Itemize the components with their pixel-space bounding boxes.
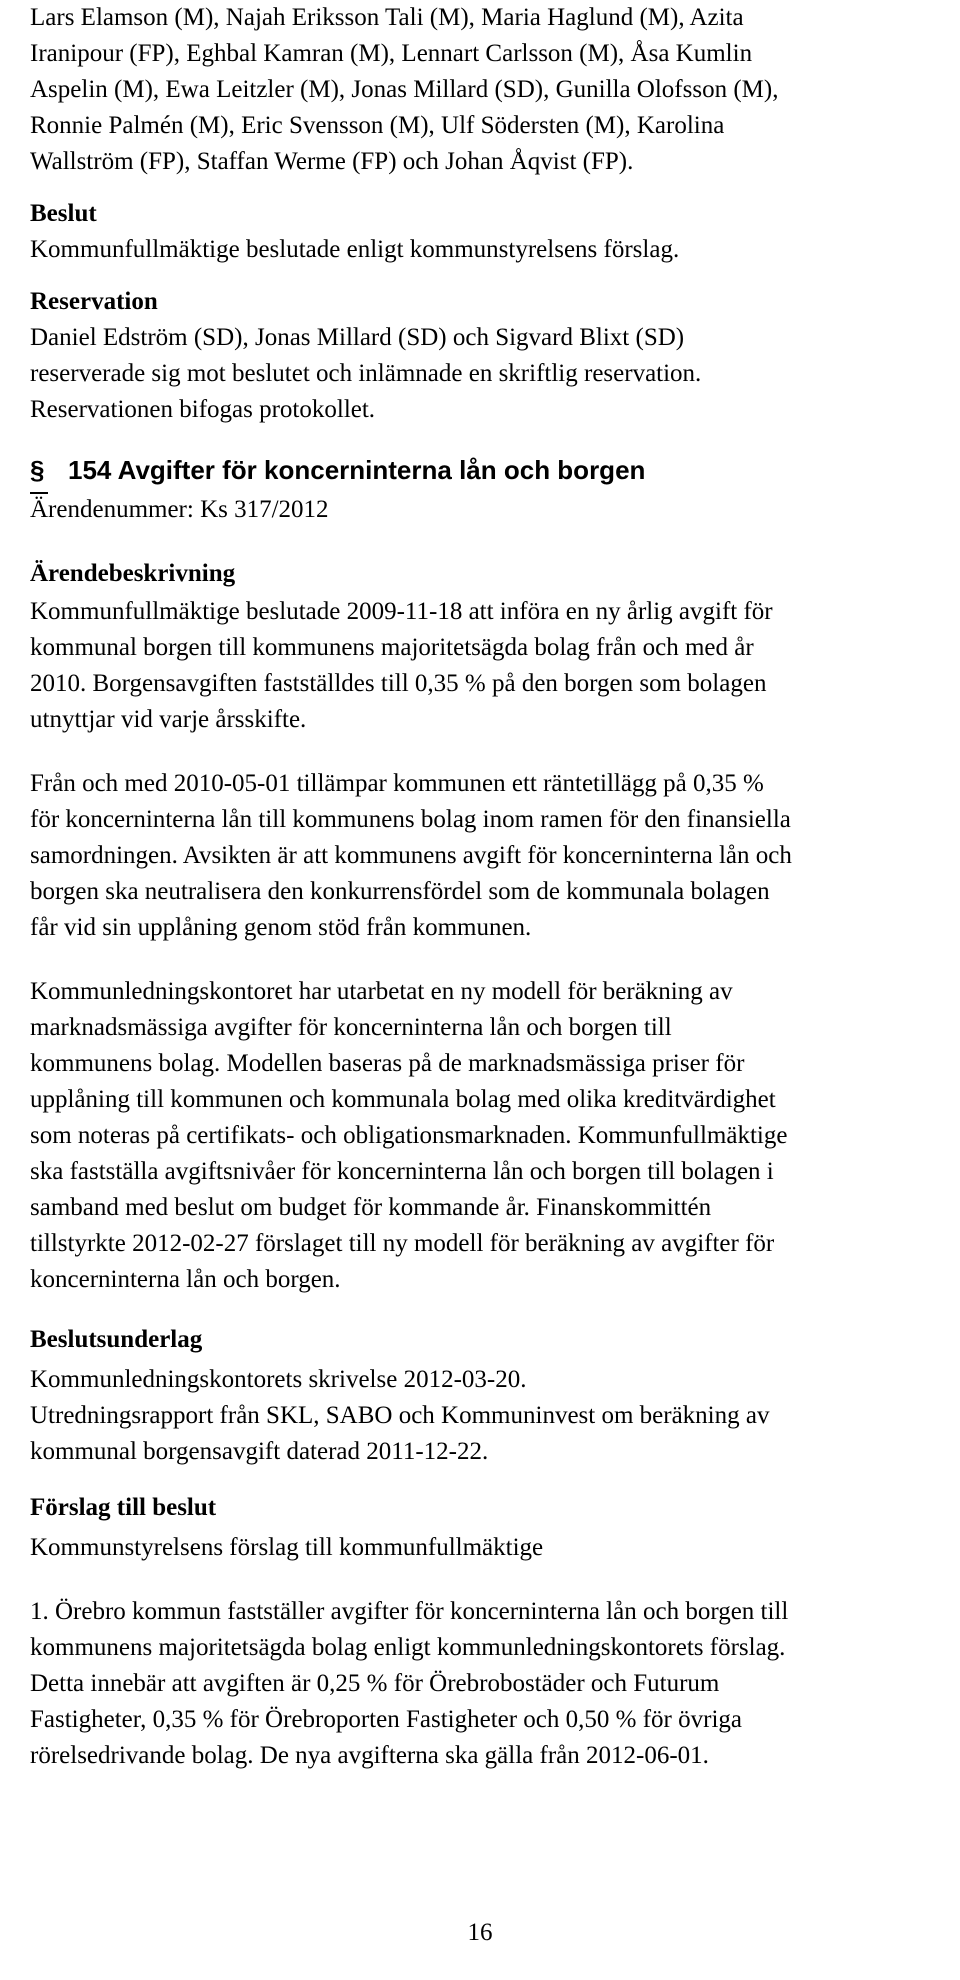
page-number: 16 — [467, 1919, 493, 1946]
section-symbol-glyph: § — [30, 455, 45, 485]
section-symbol-underline — [30, 492, 48, 494]
section-heading — [30, 452, 940, 488]
forslag-intro: Kommunstyrelsens förslag till kommunfullmäktige — [30, 1534, 544, 1561]
forslag-heading: Förslag till beslut — [30, 1494, 217, 1521]
page-content — [30, 0, 940, 1774]
attendees-paragraph: Lars Elamson (M), Najah Eriksson Tali (M), Maria Haglund (M), Azita Iranipour (FP), Eghbal Kamran (M), Lennart Carlsson (M), Åsa Kumlin Aspelin (M), Ewa Leitzler (M), Jonas Millard (SD), Gunilla Olofsson (M), Ronnie Palmén (M), Eric Svensson (M), Ulf Södersten (M), Karolina Wallström (FP), Staffan Werme (FP) och Johan Åqvist (FP). — [30, 4, 779, 175]
beslutsunderlag-heading: Beslutsunderlag — [30, 1326, 203, 1353]
arendebeskrivning-paragraph-2: Från och med 2010-05-01 tillämpar kommunen ett räntetillägg på 0,35 % för koncerninterna lån till kommunens bolag inom ramen för den finansiella samordningen. Avsikten är att kommunens avgift för koncerninterna lån och borgen ska neutralisera den konkurrensfördel som de kommunala bolagen får vid sin upplåning genom stöd från kommunen. — [30, 770, 792, 941]
section-title: 154 Avgifter för koncerninterna lån och borgen — [68, 455, 646, 485]
beslutsunderlag-line-2: Utredningsrapport från SKL, SABO och Kommuninvest om beräkning av kommunal borgensavgift daterad 2011-12-22. — [30, 1402, 770, 1465]
beslut-text: Kommunfullmäktige beslutade enligt kommunstyrelsens förslag. — [30, 236, 680, 263]
arendebeskrivning-paragraph-1: Kommunfullmäktige beslutade 2009-11-18 att införa en ny årlig avgift för kommunal borgen till kommunens majoritetsägda bolag från och med år 2010. Borgensavgiften fastställdes till 0,35 % på den borgen som bolagen utnyttjar vid varje årsskifte. — [30, 598, 773, 733]
arendebeskrivning-paragraph-3: Kommunledningskontoret har utarbetat en ny modell för beräkning av marknadsmässiga avgifter för koncerninterna lån och borgen till kommunens bolag. Modellen baseras på de marknadsmässiga priser för upplåning till kommunen och kommunala bolag med olika kreditvärdighet som noteras på certifikats- och obligationsmarknaden. Kommunfullmäktige ska fastställa avgiftsnivåer för koncerninterna lån och borgen till bolagen i samband med beslut om budget för kommande år. Finanskommittén tillstyrkte 2012-02-27 förslaget till ny modell för beräkning av avgifter för koncerninterna lån och borgen. — [30, 978, 788, 1293]
arendebeskrivning-heading: Ärendebeskrivning — [30, 560, 236, 587]
case-number: Ärendenummer: Ks 317/2012 — [30, 496, 329, 523]
forslag-item-1: 1. Örebro kommun fastställer avgifter för koncerninterna lån och borgen till kommunens majoritetsägda bolag enligt kommunledningskontorets förslag. Detta innebär att avgiften är 0,25 % för Örebrobostäder och Futurum Fastigheter, 0,35 % för Örebroporten Fastigheter och 0,50 % för övriga rörelsedrivande bolag. De nya avgifterna ska gälla från 2012-06-01. — [30, 1598, 789, 1769]
beslut-heading: Beslut — [30, 200, 97, 227]
reservation-heading: Reservation — [30, 288, 158, 315]
beslutsunderlag-line-1: Kommunledningskontorets skrivelse 2012-03-20. — [30, 1366, 527, 1393]
section-symbol — [30, 452, 58, 488]
reservation-text: Daniel Edström (SD), Jonas Millard (SD) och Sigvard Blixt (SD) reserverade sig mot beslutet och inlämnade en skriftlig reservation. Reservationen bifogas protokollet. — [30, 324, 702, 423]
